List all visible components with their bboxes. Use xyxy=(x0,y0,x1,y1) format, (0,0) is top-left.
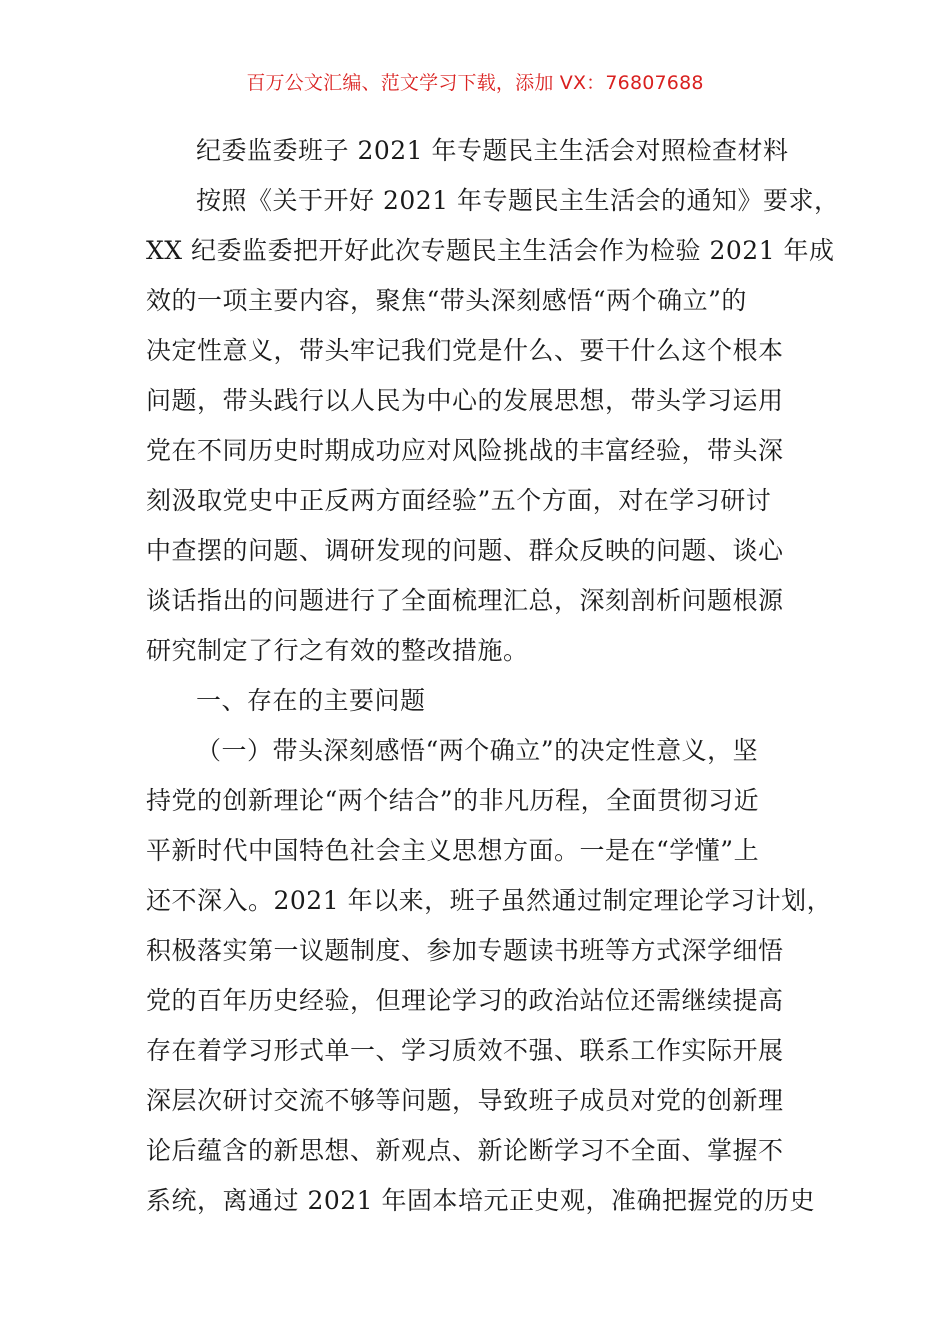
paragraph-line: 持党的创新理论“两个结合”的非凡历程，全面贯彻习近 xyxy=(146,786,760,815)
paragraph-line: 党的百年历史经验，但理论学习的政治站位还需继续提高 xyxy=(146,986,784,1015)
paragraph-line: 平新时代中国特色社会主义思想方面。一是在“学懂”上 xyxy=(146,836,760,865)
section-heading: 一、存在的主要问题 xyxy=(196,686,426,715)
paragraph-line: 还不深入。2021 年以来，班子虽然通过制定理论学习计划， xyxy=(146,886,833,915)
paragraph-line: 党在不同历史时期成功应对风险挑战的丰富经验，带头深 xyxy=(146,436,784,465)
paragraph-line: （一）带头深刻感悟“两个确立”的决定性意义，坚 xyxy=(196,736,759,765)
paragraph-line: 刻汲取党史中正反两方面经验”五个方面，对在学习研讨 xyxy=(146,486,772,515)
paragraph-line: 存在着学习形式单一、学习质效不强、联系工作实际开展 xyxy=(146,1036,784,1065)
paragraph-line: 研究制定了行之有效的整改措施。 xyxy=(146,636,529,665)
paragraph-line: 问题，带头践行以人民为中心的发展思想，带头学习运用 xyxy=(146,386,784,415)
paragraph-line: 深层次研讨交流不够等问题，导致班子成员对党的创新理 xyxy=(146,1086,784,1115)
paragraph-line: 中查摆的问题、调研发现的问题、群众反映的问题、谈心 xyxy=(146,536,784,565)
paragraph-line: 按照《关于开好 2021 年专题民主生活会的通知》要求， xyxy=(196,186,840,215)
paragraph-line: 系统，离通过 2021 年固本培元正史观，准确把握党的历史 xyxy=(146,1186,816,1215)
paragraph-line: 积极落实第一议题制度、参加专题读书班等方式深学细悟 xyxy=(146,936,784,965)
paragraph-line: 效的一项主要内容，聚焦“带头深刻感悟“两个确立”的 xyxy=(146,286,747,315)
paragraph-line: XX 纪委监委把开好此次专题民主生活会作为检验 2021 年成 xyxy=(146,236,835,265)
paragraph-line: 决定性意义，带头牢记我们党是什么、要干什么这个根本 xyxy=(146,336,784,365)
paragraph-line: 谈话指出的问题进行了全面梳理汇总，深刻剖析问题根源 xyxy=(146,586,784,615)
paragraph-line: 论后蕴含的新思想、新观点、新论断学习不全面、掌握不 xyxy=(146,1136,784,1165)
promo-header: 百万公文汇编、范文学习下载，添加 VX：76807688 xyxy=(246,72,704,94)
document-title: 纪委监委班子 2021 年专题民主生活会对照检查材料 xyxy=(196,136,789,165)
